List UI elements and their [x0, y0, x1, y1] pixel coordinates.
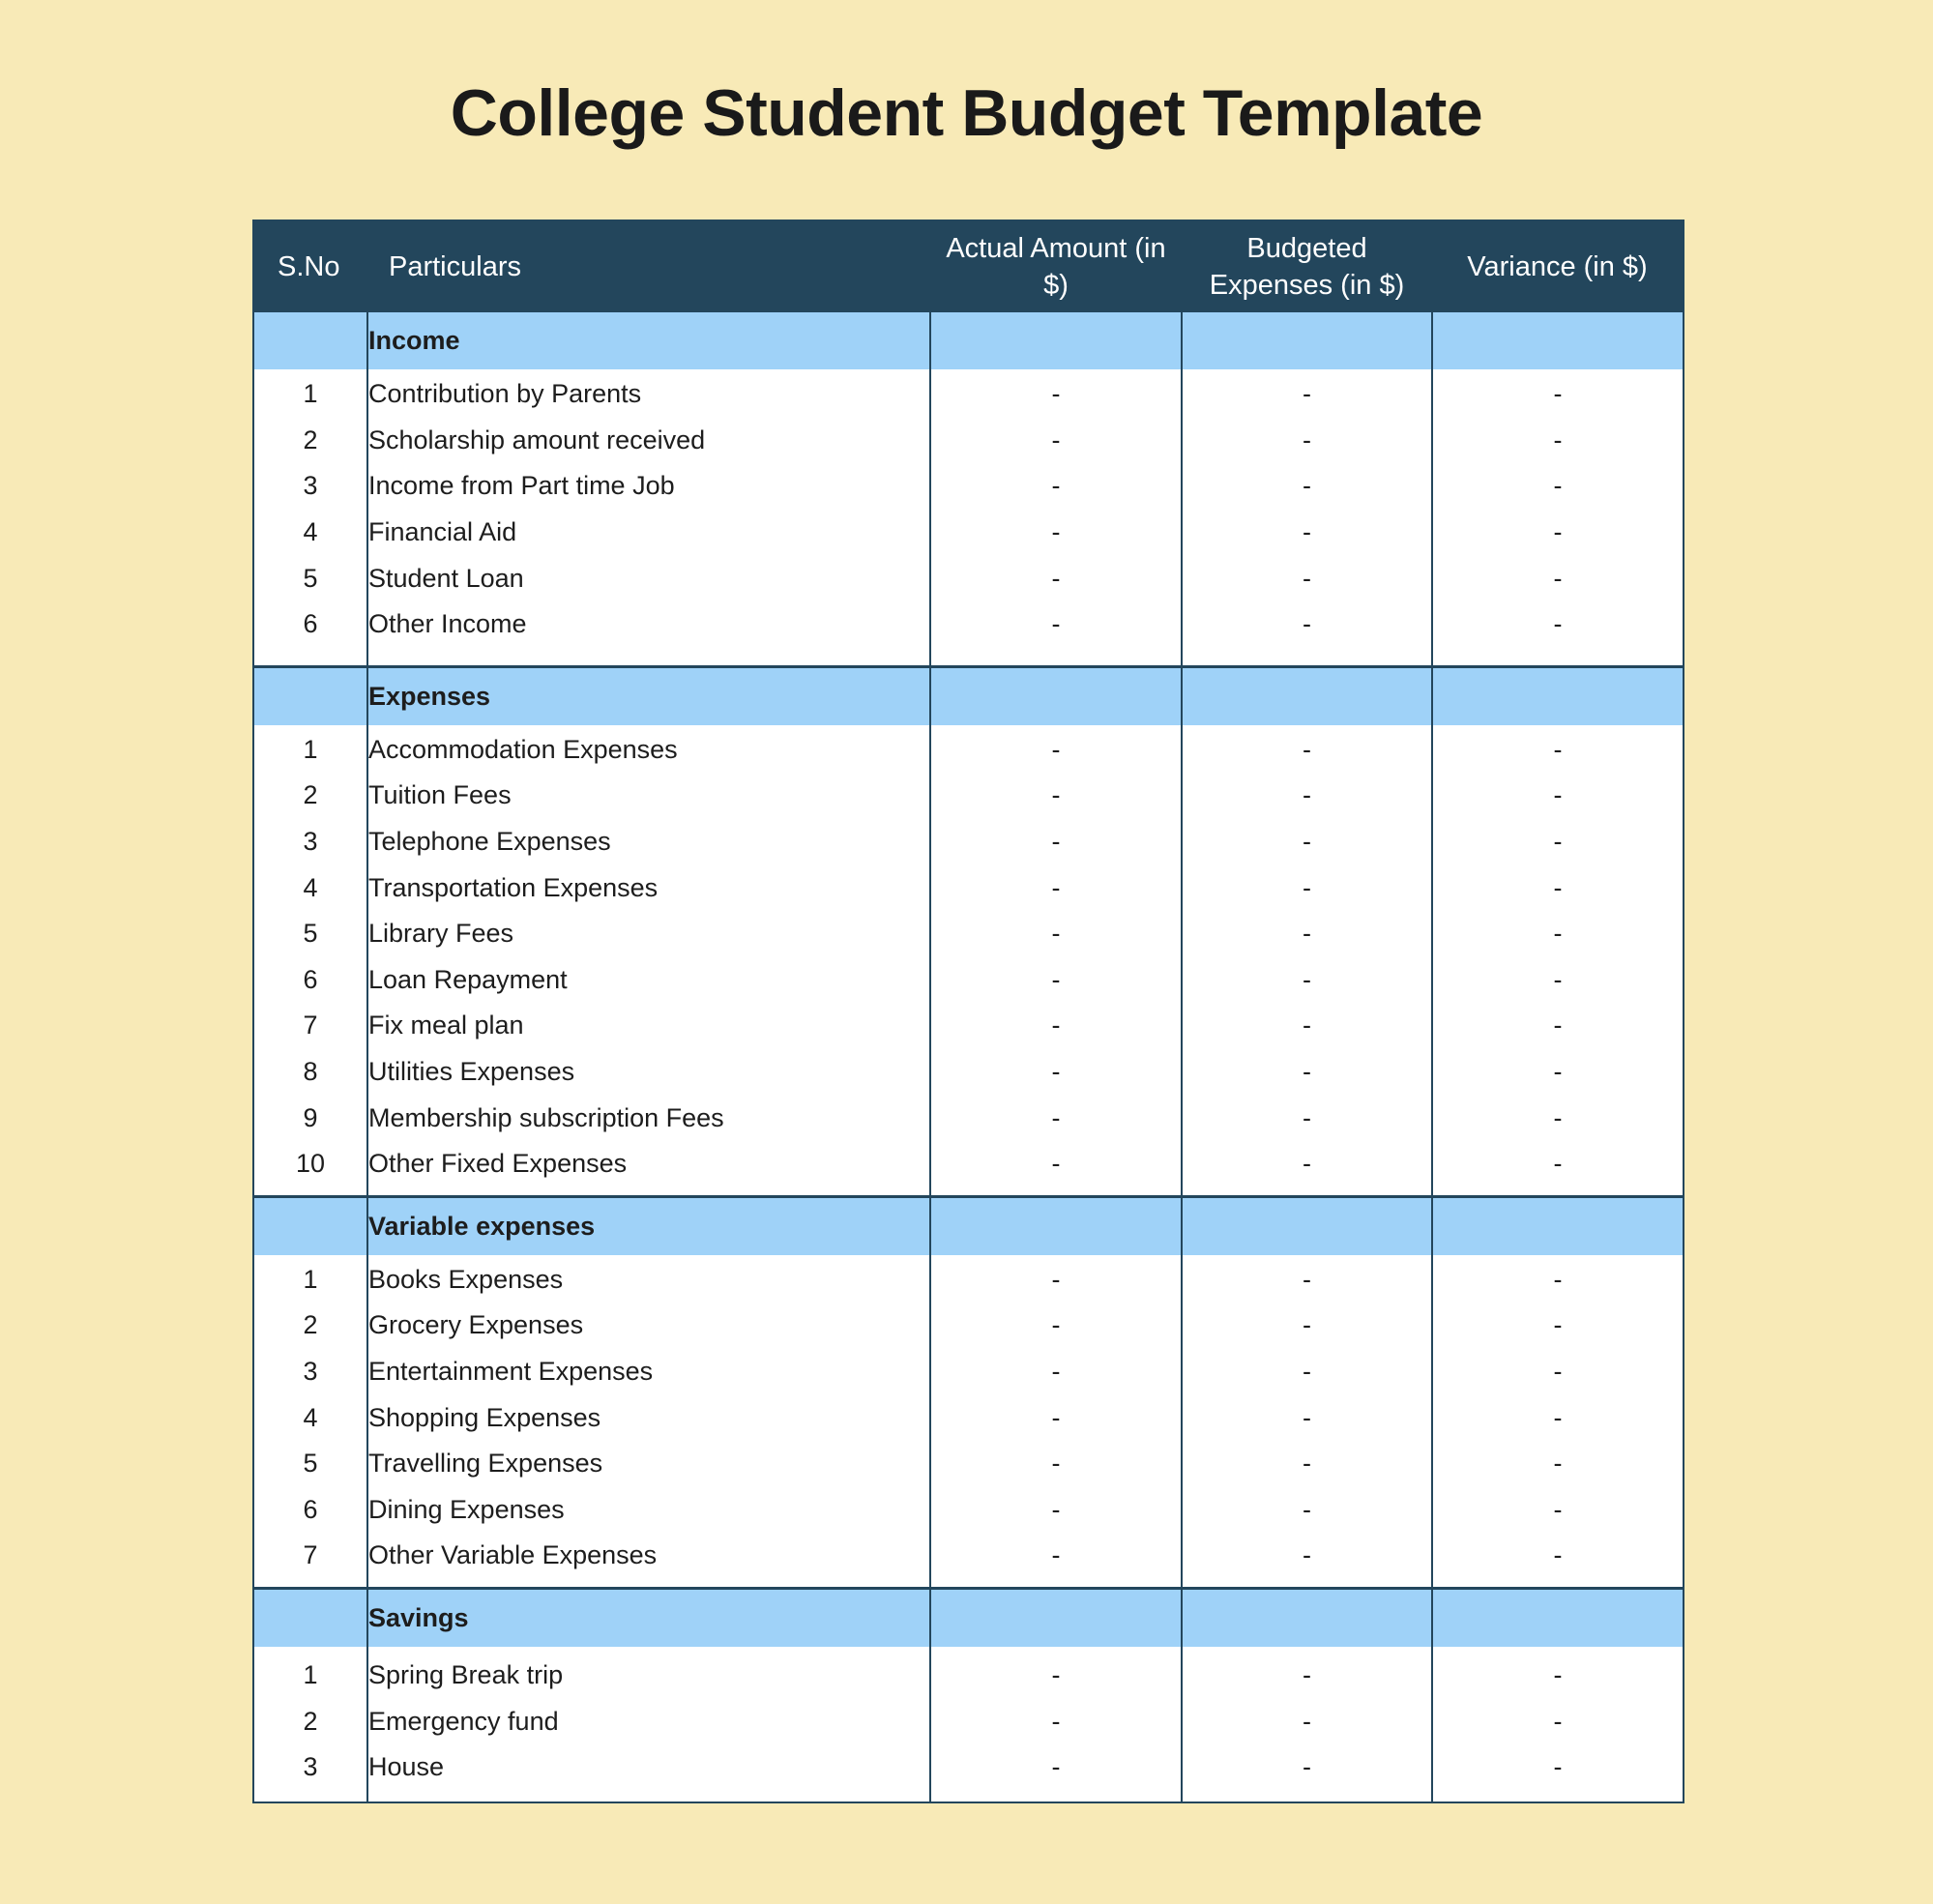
budgeted-expenses-cell: - — [1182, 1698, 1432, 1744]
row-number: 3 — [303, 827, 318, 857]
spacer-cell — [253, 1579, 367, 1589]
actual-amount-cell: - — [930, 1141, 1182, 1187]
section-title: Variable expenses — [367, 1196, 930, 1255]
budgeted-expenses-cell: - — [1182, 1441, 1432, 1487]
budgeted-expenses-cell: - — [1182, 1049, 1432, 1096]
row-particular: Accommodation Expenses — [367, 727, 930, 774]
table-row — [253, 819, 1684, 865]
row-number: 1 — [303, 734, 318, 764]
variance-cell: - — [1432, 1394, 1684, 1441]
column-header-variance: Variance (in $) — [1432, 220, 1684, 312]
section-header-row — [253, 1588, 1684, 1647]
actual-amount-cell: - — [930, 463, 1182, 510]
variance-cell: - — [1432, 418, 1684, 464]
row-particular: Library Fees — [367, 911, 930, 957]
variance-cell: - — [1432, 773, 1684, 819]
row-number: 8 — [303, 1057, 318, 1087]
column-header-sno: S.No — [253, 220, 367, 312]
table-row — [253, 1698, 1684, 1744]
actual-amount-cell: - — [930, 371, 1182, 418]
budgeted-expenses-cell: - — [1182, 601, 1432, 648]
spacer-cell — [1432, 1187, 1684, 1197]
row-particular: Income from Part time Job — [367, 463, 930, 510]
row-particular: Dining Expenses — [367, 1486, 930, 1533]
spacer-cell — [1182, 1579, 1432, 1589]
table-row — [253, 463, 1684, 510]
row-number: 4 — [303, 517, 318, 547]
table-row — [253, 371, 1684, 418]
table-row — [253, 1653, 1684, 1699]
section-title: Income — [367, 312, 930, 369]
row-particular: Grocery Expenses — [367, 1303, 930, 1349]
section-blank-cell — [1182, 1588, 1432, 1647]
actual-amount-cell: - — [930, 819, 1182, 865]
table-row — [253, 601, 1684, 648]
spacer-cell — [367, 1790, 930, 1802]
variance-cell: - — [1432, 957, 1684, 1004]
variance-cell: - — [1432, 510, 1684, 556]
budgeted-expenses-cell: - — [1182, 1744, 1432, 1791]
row-particular: Utilities Expenses — [367, 1049, 930, 1096]
row-particular: Tuition Fees — [367, 773, 930, 819]
section-header-row — [253, 1196, 1684, 1255]
row-particular: Spring Break trip — [367, 1653, 930, 1699]
row-number: 1 — [303, 1264, 318, 1294]
table-row — [253, 1744, 1684, 1791]
row-particular: Shopping Expenses — [367, 1394, 930, 1441]
row-number: 5 — [303, 1449, 318, 1479]
row-particular: Financial Aid — [367, 510, 930, 556]
column-header-actual: Actual Amount (in $) — [930, 220, 1182, 312]
row-number: 7 — [303, 1540, 318, 1570]
row-number: 2 — [303, 425, 318, 454]
table-row — [253, 1095, 1684, 1141]
row-particular: Membership subscription Fees — [367, 1095, 930, 1141]
row-particular: Scholarship amount received — [367, 418, 930, 464]
row-number: 7 — [303, 1011, 318, 1040]
budgeted-expenses-cell: - — [1182, 510, 1432, 556]
actual-amount-cell: - — [930, 555, 1182, 601]
section-blank-cell — [253, 666, 367, 725]
actual-amount-cell: - — [930, 1095, 1182, 1141]
budgeted-expenses-cell: - — [1182, 555, 1432, 601]
actual-amount-cell: - — [930, 1049, 1182, 1096]
actual-amount-cell: - — [930, 773, 1182, 819]
actual-amount-cell: - — [930, 957, 1182, 1004]
section-blank-cell — [1182, 1196, 1432, 1255]
variance-cell: - — [1432, 555, 1684, 601]
variance-cell: - — [1432, 1349, 1684, 1395]
actual-amount-cell: - — [930, 864, 1182, 911]
section-header-row — [253, 666, 1684, 725]
budgeted-expenses-cell: - — [1182, 371, 1432, 418]
spacer-cell — [367, 1187, 930, 1197]
actual-amount-cell: - — [930, 1486, 1182, 1533]
row-number: 1 — [303, 1659, 318, 1689]
section-blank-cell — [930, 1588, 1182, 1647]
budgeted-expenses-cell: - — [1182, 463, 1432, 510]
budgeted-expenses-cell: - — [1182, 418, 1432, 464]
budgeted-expenses-cell: - — [1182, 1653, 1432, 1699]
row-number: 3 — [303, 1356, 318, 1386]
section-blank-cell — [253, 1196, 367, 1255]
table-row — [253, 1533, 1684, 1579]
budgeted-expenses-cell: - — [1182, 1003, 1432, 1049]
row-number: 10 — [295, 1149, 326, 1179]
variance-cell: - — [1432, 601, 1684, 648]
row-number: 6 — [303, 609, 318, 639]
table-row — [253, 957, 1684, 1004]
section-header-row — [253, 312, 1684, 369]
budgeted-expenses-cell: - — [1182, 727, 1432, 774]
budgeted-expenses-cell: - — [1182, 1095, 1432, 1141]
table-row — [253, 1141, 1684, 1187]
table-row — [253, 1349, 1684, 1395]
table-row — [253, 418, 1684, 464]
budgeted-expenses-cell: - — [1182, 1349, 1432, 1395]
spacer-cell — [367, 648, 930, 667]
section-blank-cell — [1432, 1196, 1684, 1255]
spacer-cell — [1182, 1187, 1432, 1197]
variance-cell: - — [1432, 1049, 1684, 1096]
spacer-cell — [1432, 648, 1684, 667]
row-particular: Telephone Expenses — [367, 819, 930, 865]
row-particular: House — [367, 1744, 930, 1791]
variance-cell: - — [1432, 1698, 1684, 1744]
variance-cell: - — [1432, 911, 1684, 957]
section-blank-cell — [930, 312, 1182, 369]
section-blank-cell — [253, 1588, 367, 1647]
row-number: 3 — [303, 471, 318, 501]
row-number: 5 — [303, 563, 318, 593]
budgeted-expenses-cell: - — [1182, 1303, 1432, 1349]
variance-cell: - — [1432, 1257, 1684, 1304]
table-row — [253, 555, 1684, 601]
row-number: 9 — [303, 1102, 318, 1132]
section-title: Savings — [367, 1588, 930, 1647]
variance-cell: - — [1432, 463, 1684, 510]
budgeted-expenses-cell: - — [1182, 1141, 1432, 1187]
spacer-row — [253, 1579, 1684, 1589]
actual-amount-cell: - — [930, 1257, 1182, 1304]
spacer-row — [253, 648, 1684, 667]
table-row — [253, 773, 1684, 819]
row-particular: Contribution by Parents — [367, 371, 930, 418]
row-particular: Books Expenses — [367, 1257, 930, 1304]
table-row — [253, 727, 1684, 774]
actual-amount-cell: - — [930, 1698, 1182, 1744]
budgeted-expenses-cell: - — [1182, 1533, 1432, 1579]
variance-cell: - — [1432, 371, 1684, 418]
actual-amount-cell: - — [930, 601, 1182, 648]
row-particular: Emergency fund — [367, 1698, 930, 1744]
variance-cell: - — [1432, 1744, 1684, 1791]
table-row — [253, 1003, 1684, 1049]
table-row — [253, 1049, 1684, 1096]
spacer-cell — [930, 1187, 1182, 1197]
actual-amount-cell: - — [930, 1349, 1182, 1395]
actual-amount-cell: - — [930, 911, 1182, 957]
budgeted-expenses-cell: - — [1182, 773, 1432, 819]
spacer-cell — [253, 648, 367, 667]
row-particular: Loan Repayment — [367, 957, 930, 1004]
spacer-cell — [1432, 1579, 1684, 1589]
budgeted-expenses-cell: - — [1182, 1394, 1432, 1441]
spacer-cell — [930, 1790, 1182, 1802]
section-blank-cell — [1432, 666, 1684, 725]
spacer-cell — [1182, 648, 1432, 667]
section-title: Expenses — [367, 666, 930, 725]
spacer-row — [253, 1790, 1684, 1802]
section-blank-cell — [253, 312, 367, 369]
row-particular: Other Variable Expenses — [367, 1533, 930, 1579]
table-row — [253, 1257, 1684, 1304]
column-header-budgeted: Budgeted Expenses (in $) — [1182, 220, 1432, 312]
actual-amount-cell: - — [930, 418, 1182, 464]
spacer-cell — [930, 1579, 1182, 1589]
table-row — [253, 1303, 1684, 1349]
actual-amount-cell: - — [930, 1003, 1182, 1049]
row-number: 3 — [303, 1752, 318, 1782]
column-header-particulars: Particulars — [367, 220, 930, 312]
row-number: 4 — [303, 872, 318, 902]
variance-cell: - — [1432, 1003, 1684, 1049]
table-header-row — [253, 220, 1684, 312]
table-row — [253, 1486, 1684, 1533]
table-row — [253, 911, 1684, 957]
spacer-cell — [1432, 1790, 1684, 1802]
budgeted-expenses-cell: - — [1182, 1257, 1432, 1304]
spacer-cell — [367, 1579, 930, 1589]
section-blank-cell — [1182, 666, 1432, 725]
actual-amount-cell: - — [930, 510, 1182, 556]
row-particular: Transportation Expenses — [367, 864, 930, 911]
budgeted-expenses-cell: - — [1182, 819, 1432, 865]
row-particular: Entertainment Expenses — [367, 1349, 930, 1395]
table-row — [253, 1441, 1684, 1487]
row-number: 6 — [303, 964, 318, 994]
row-number: 1 — [303, 379, 318, 409]
variance-cell: - — [1432, 1095, 1684, 1141]
row-number: 5 — [303, 919, 318, 949]
variance-cell: - — [1432, 1441, 1684, 1487]
spacer-cell — [1182, 1790, 1432, 1802]
table-row — [253, 510, 1684, 556]
spacer-cell — [930, 648, 1182, 667]
actual-amount-cell: - — [930, 1303, 1182, 1349]
variance-cell: - — [1432, 1141, 1684, 1187]
page-title: College Student Budget Template — [450, 76, 1483, 150]
row-number: 2 — [303, 780, 318, 810]
budgeted-expenses-cell: - — [1182, 911, 1432, 957]
actual-amount-cell: - — [930, 727, 1182, 774]
row-number: 2 — [303, 1310, 318, 1340]
actual-amount-cell: - — [930, 1441, 1182, 1487]
variance-cell: - — [1432, 1303, 1684, 1349]
actual-amount-cell: - — [930, 1533, 1182, 1579]
row-number: 4 — [303, 1402, 318, 1432]
section-blank-cell — [1432, 1588, 1684, 1647]
actual-amount-cell: - — [930, 1653, 1182, 1699]
spacer-row — [253, 1187, 1684, 1197]
section-blank-cell — [930, 1196, 1182, 1255]
budgeted-expenses-cell: - — [1182, 957, 1432, 1004]
budget-table — [252, 220, 1684, 1803]
budgeted-expenses-cell: - — [1182, 1486, 1432, 1533]
actual-amount-cell: - — [930, 1394, 1182, 1441]
variance-cell: - — [1432, 727, 1684, 774]
row-particular: Student Loan — [367, 555, 930, 601]
spacer-cell — [253, 1187, 367, 1197]
row-particular: Fix meal plan — [367, 1003, 930, 1049]
variance-cell: - — [1432, 1653, 1684, 1699]
actual-amount-cell: - — [930, 1744, 1182, 1791]
variance-cell: - — [1432, 864, 1684, 911]
table-row — [253, 864, 1684, 911]
section-blank-cell — [1432, 312, 1684, 369]
row-number: 6 — [303, 1494, 318, 1524]
variance-cell: - — [1432, 819, 1684, 865]
spacer-cell — [253, 1790, 367, 1802]
variance-cell: - — [1432, 1533, 1684, 1579]
row-particular: Other Fixed Expenses — [367, 1141, 930, 1187]
section-blank-cell — [930, 666, 1182, 725]
row-particular: Travelling Expenses — [367, 1441, 930, 1487]
budgeted-expenses-cell: - — [1182, 864, 1432, 911]
table-row — [253, 1394, 1684, 1441]
variance-cell: - — [1432, 1486, 1684, 1533]
row-particular: Other Income — [367, 601, 930, 648]
row-number: 2 — [303, 1706, 318, 1736]
section-blank-cell — [1182, 312, 1432, 369]
